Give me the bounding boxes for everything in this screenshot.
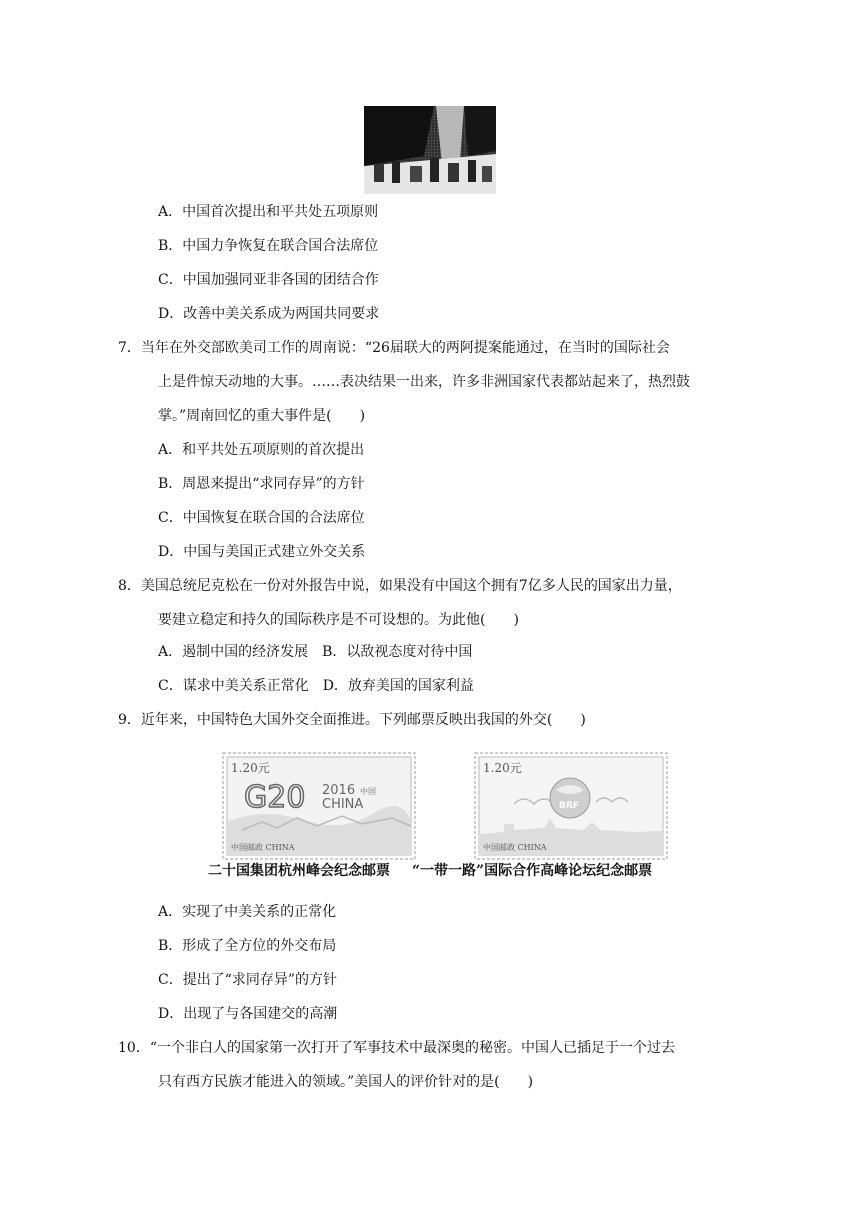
g20-stamp xyxy=(222,752,416,860)
q7-option-a: A．和平共处五项原则的首次提出 xyxy=(158,442,365,458)
g20-stamp-logo: G20 xyxy=(244,780,306,815)
q8-stem-line-2: 要建立稳定和持久的国际秩序是不可设想的。为此他( ) xyxy=(158,612,519,628)
q6-option-c: C．中国加强同亚非各国的团结合作 xyxy=(158,272,379,288)
belt-road-stamp-caption: “一带一路”国际合作高峰论坛纪念邮票 xyxy=(412,863,653,879)
g20-stamp-year: 2016 xyxy=(322,783,356,798)
q7-option-c: C．中国恢复在联合国的合法席位 xyxy=(158,510,365,526)
q6-option-b: B．中国力争恢复在联合国合法席位 xyxy=(158,238,379,254)
q8-options-cd: C．谋求中美关系正常化 D．放弃美国的国家利益 xyxy=(158,678,474,694)
q9-option-d: D．出现了与各国建交的高潮 xyxy=(158,1006,338,1022)
g20-stamp-country: CHINA xyxy=(322,797,364,812)
belt-road-stamp-footer: 中国邮政 CHINA xyxy=(483,843,547,852)
q10-stem-line-1: 10．“一个非白人的国家第一次打开了军事技术中最深奥的秘密。中国人已插足于一个过去 xyxy=(118,1040,675,1056)
q9-option-b: B．形成了全方位的外交布局 xyxy=(158,938,337,954)
un-assembly-photo xyxy=(364,106,496,194)
g20-stamp-value: 1.20元 xyxy=(231,761,270,775)
q8-stem-line-1: 8．美国总统尼克松在一份对外报告中说，如果没有中国这个拥有7亿多人民的国家出力量， xyxy=(118,578,682,594)
belt-road-stamp xyxy=(474,752,668,860)
q6-option-a: A．中国首次提出和平共处五项原则 xyxy=(158,204,379,220)
g20-stamp-caption: 二十国集团杭州峰会纪念邮票 xyxy=(208,863,390,879)
q9-stem: 9．近年来，中国特色大国外交全面推进。下列邮票反映出我国的外交( ) xyxy=(118,712,586,728)
q7-stem-line-2: 上是件惊天动地的大事。……表决结果一出来，许多非洲国家代表都站起来了，热烈鼓 xyxy=(158,374,690,390)
q6-option-d: D．改善中美关系成为两国共同要求 xyxy=(158,306,380,322)
q8-options-ab: A．遏制中国的经济发展 B．以敌视态度对待中国 xyxy=(158,644,473,660)
belt-road-stamp-logo: BRF xyxy=(559,801,579,811)
q7-option-b: B．周恩来提出“求同存异”的方针 xyxy=(158,476,365,492)
belt-road-stamp-value: 1.20元 xyxy=(483,761,522,775)
q9-option-a: A．实现了中美关系的正常化 xyxy=(158,904,337,920)
q10-stem-line-2: 只有西方民族才能进入的领域。”美国人的评价针对的是( ) xyxy=(158,1074,534,1090)
g20-stamp-footer: 中国邮政 CHINA xyxy=(231,843,295,852)
q9-option-c: C．提出了“求同存异”的方针 xyxy=(158,972,338,988)
q7-stem-line-1: 7．当年在外交部欧美司工作的周南说：“26届联大的两阿提案能通过，在当时的国际社会 xyxy=(118,340,670,356)
g20-stamp-year-cn: 中国 xyxy=(360,787,376,796)
q7-option-d: D．中国与美国正式建立外交关系 xyxy=(158,544,366,560)
q7-stem-line-3: 掌。”周南回忆的重大事件是( ) xyxy=(158,408,366,424)
